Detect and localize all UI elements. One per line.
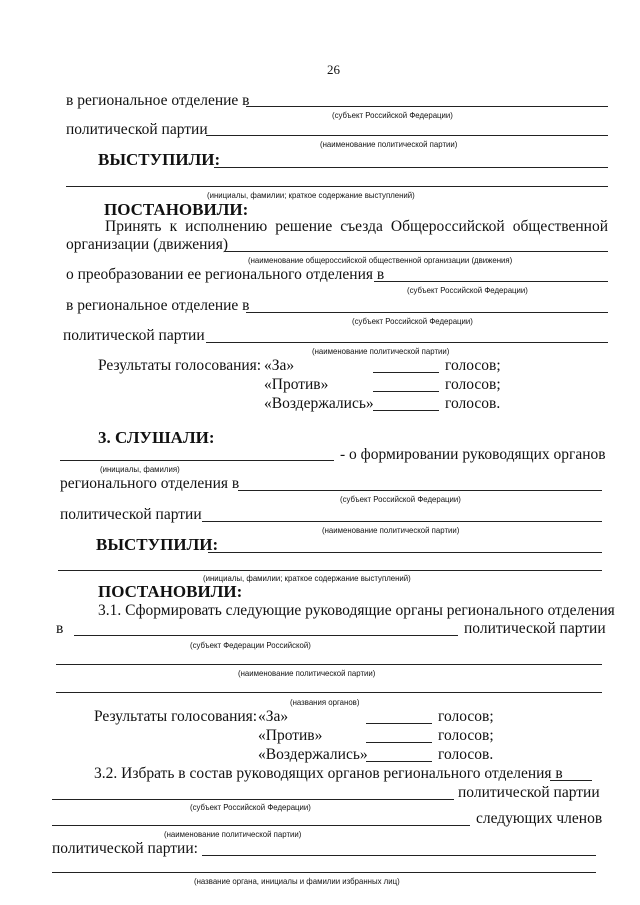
- item-3-1-text: 3.1. Сформировать следующие руководящие органы регионального отделения: [98, 602, 615, 619]
- region-subject-field[interactable]: [246, 312, 608, 313]
- field-caption: (инициалы, фамилия): [100, 464, 180, 474]
- field-caption: (название органа, инициалы и фамилии избранных лиц): [194, 876, 400, 886]
- page-number: 26: [327, 62, 340, 77]
- vote-option-for: «За»: [264, 357, 295, 374]
- speaker-topic: - о формировании руководящих органов: [340, 446, 606, 463]
- item-3-2-party-suffix: политической партии: [458, 784, 600, 801]
- subject-field-start[interactable]: [550, 780, 592, 781]
- votes-against-field[interactable]: [366, 742, 432, 743]
- subject-field[interactable]: [74, 635, 458, 636]
- votes-suffix: голосов;: [445, 357, 501, 374]
- region-subject-field[interactable]: [246, 106, 608, 107]
- speakers-field-2[interactable]: [58, 570, 602, 571]
- votes-suffix: голосов;: [438, 727, 494, 744]
- field-caption: (субъект Российской Федерации): [340, 494, 461, 504]
- field-caption: (названия органов): [290, 697, 360, 707]
- field-caption: (наименование политической партии): [312, 346, 450, 356]
- field-caption: (субъект Российской Федерации): [407, 285, 528, 295]
- section3-heading: 3. СЛУШАЛИ:: [98, 428, 215, 447]
- votes-suffix: голосов.: [445, 395, 501, 412]
- votes-abstain-field[interactable]: [373, 410, 439, 411]
- resolved-heading: ПОСТАНОВИЛИ:: [104, 200, 249, 219]
- resolution-text: Принять к исполнению решение съезда Общероссийской общественной: [105, 218, 608, 235]
- resolved-heading: ПОСТАНОВИЛИ:: [98, 582, 243, 601]
- region-branch-label: в региональное отделение в: [66, 297, 250, 314]
- field-caption: (наименование политической партии): [320, 139, 458, 149]
- organization-label: организации (движения): [66, 236, 229, 253]
- votes-suffix: голосов;: [445, 376, 501, 393]
- field-caption: (наименование политической партии): [238, 668, 376, 678]
- field-caption: (наименование политической партии): [164, 829, 302, 839]
- region-branch-label: в региональное отделение в: [66, 92, 250, 109]
- party-name-field[interactable]: [52, 825, 470, 826]
- field-caption: (наименование общероссийской общественной организации (движения): [248, 255, 513, 265]
- item-3-1-suffix: политической партии: [464, 620, 606, 637]
- vote-option-against: «Против»: [264, 376, 329, 393]
- item-3-2-text: 3.2. Избрать в состав руководящих органов регионального отделения в: [94, 765, 563, 782]
- item-3-1-prefix: в: [56, 620, 64, 637]
- votes-abstain-field[interactable]: [366, 761, 432, 762]
- speakers-field-2[interactable]: [66, 186, 608, 187]
- votes-for-field[interactable]: [373, 372, 439, 373]
- members-suffix: следующих членов: [476, 810, 603, 827]
- organization-name-field[interactable]: [224, 251, 608, 252]
- field-caption: (субъект Российской Федерации): [190, 802, 311, 812]
- votes-against-field[interactable]: [373, 391, 439, 392]
- subject-field[interactable]: [52, 799, 454, 800]
- field-caption: (инициалы, фамилии; краткое содержание выступлений): [203, 573, 411, 583]
- elected-members-field-2[interactable]: [52, 872, 596, 873]
- vote-option-against: «Против»: [258, 727, 323, 744]
- party-name-field[interactable]: [202, 521, 602, 522]
- vote-option-abstain: «Воздержались»: [258, 746, 368, 763]
- party-name-field[interactable]: [206, 342, 608, 343]
- vote-option-abstain: «Воздержались»: [264, 395, 374, 412]
- field-caption: (субъект Федерации Российской): [190, 640, 311, 650]
- voting-label: Результаты голосования:: [98, 357, 262, 374]
- votes-suffix: голосов.: [438, 746, 494, 763]
- party-label: политической партии: [66, 121, 208, 138]
- spoke-heading: ВЫСТУПИЛИ:: [98, 150, 221, 169]
- speakers-field[interactable]: [214, 167, 608, 168]
- bodies-names-field[interactable]: [56, 692, 602, 693]
- party-name-field[interactable]: [56, 664, 602, 665]
- speaker-name-field[interactable]: [60, 460, 334, 461]
- field-caption: (субъект Российской Федерации): [332, 110, 453, 120]
- field-caption: (субъект Российской Федерации): [352, 316, 473, 326]
- party-name-field[interactable]: [206, 135, 608, 136]
- party-label: политической партии: [60, 506, 202, 523]
- region-branch-label: регионального отделения в: [60, 475, 240, 492]
- spoke-heading: ВЫСТУПИЛИ:: [96, 535, 219, 554]
- transformation-label: о преобразовании ее регионального отделения в: [66, 266, 385, 283]
- transform-subject-field[interactable]: [374, 281, 608, 282]
- voting-label: Результаты голосования:: [94, 708, 258, 725]
- field-caption: (наименование политической партии): [322, 525, 460, 535]
- speakers-field[interactable]: [208, 552, 602, 553]
- vote-option-for: «За»: [258, 708, 289, 725]
- party-label: политической партии: [63, 327, 205, 344]
- elected-members-field[interactable]: [202, 855, 596, 856]
- votes-suffix: голосов;: [438, 708, 494, 725]
- party-members-label: политической партии:: [52, 840, 198, 857]
- field-caption: (инициалы, фамилии; краткое содержание выступлений): [207, 190, 415, 200]
- region-subject-field[interactable]: [238, 490, 602, 491]
- votes-for-field[interactable]: [366, 723, 432, 724]
